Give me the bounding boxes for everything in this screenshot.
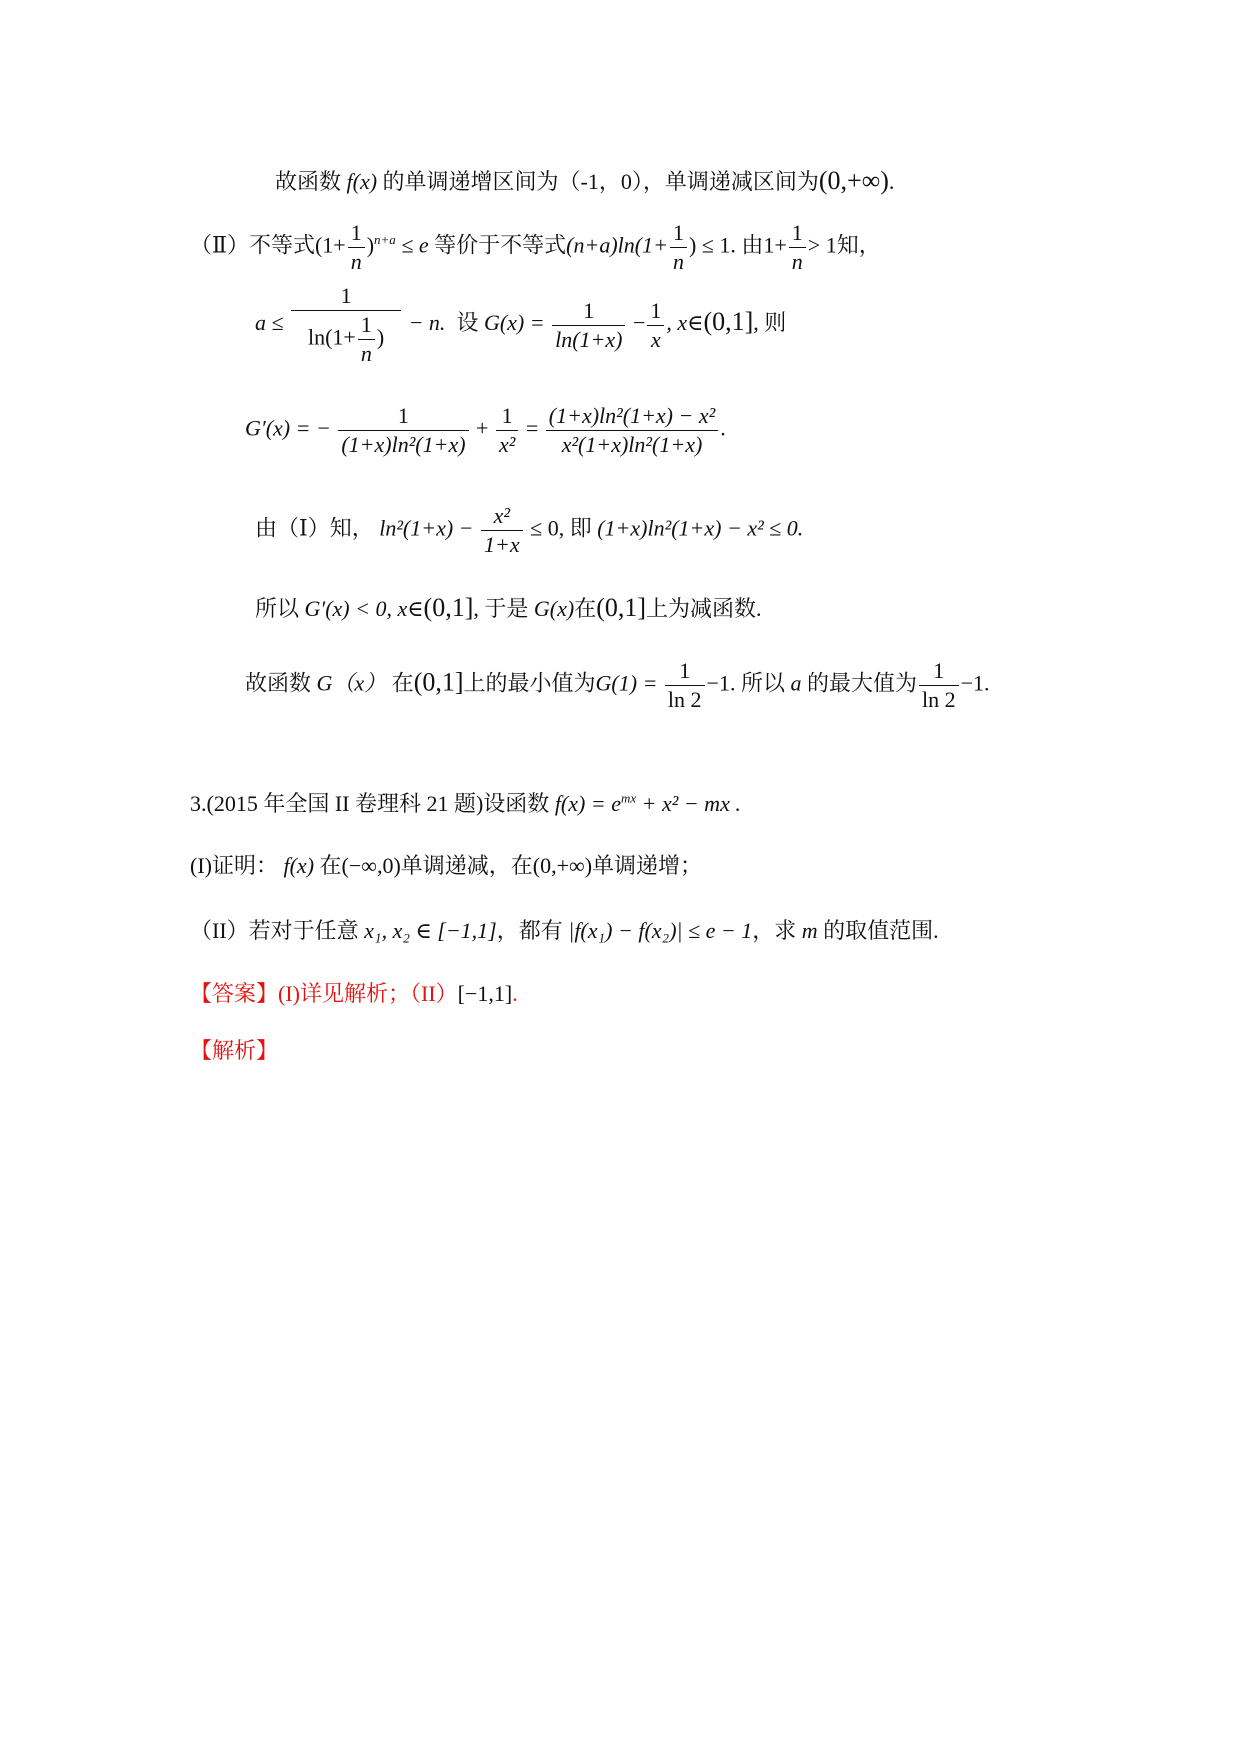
denominator: n: [791, 249, 803, 274]
numerator: 1: [348, 222, 365, 248]
fraction: [348, 222, 365, 273]
text: 知，: [836, 232, 881, 258]
text: , 则: [753, 310, 787, 336]
solution-line-5: [255, 505, 803, 556]
formula: −1. 所以: [706, 670, 785, 696]
formula: −1.: [960, 670, 990, 696]
fraction: [552, 297, 625, 352]
text: 等价于不等式: [434, 232, 567, 258]
formula: ≤ 0, 即: [530, 515, 592, 541]
formula: f(x) = e: [554, 791, 621, 816]
formula: (n+a)ln(1+: [566, 232, 668, 258]
formula: (0,+∞): [818, 166, 889, 195]
denominator: ln 2: [667, 687, 702, 712]
text: 单调递增；: [592, 853, 703, 878]
formula: [−1,1]: [457, 981, 513, 1006]
formula: ): [376, 324, 385, 350]
formula: ): [366, 232, 375, 258]
analysis-label: 【解析】: [190, 1038, 279, 1063]
text: 上为减函数.: [646, 596, 762, 621]
text: 故函数: [245, 670, 312, 696]
formula: m: [801, 918, 818, 943]
solution-line-2: [190, 222, 881, 273]
denominator: n: [360, 341, 372, 366]
fraction: [789, 222, 806, 273]
analysis-line: [190, 1040, 278, 1062]
numerator: 1: [665, 660, 705, 686]
exponent: n+a: [374, 232, 396, 248]
formula: , x∈: [666, 310, 704, 336]
denominator: ln(1+x): [555, 326, 623, 352]
formula: +: [476, 415, 489, 441]
text: 所以: [255, 596, 300, 621]
formula: G′(x) < 0, x∈: [304, 596, 424, 621]
formula: .: [720, 415, 726, 441]
denominator: x: [651, 326, 661, 352]
text: 的最大值为: [806, 670, 917, 696]
formula: a: [790, 670, 802, 696]
answer-line: [190, 983, 518, 1005]
numerator: 1: [338, 405, 468, 431]
text: ，求: [752, 918, 797, 943]
question-3: [190, 790, 741, 816]
numerator: 1: [670, 222, 687, 248]
text: ，都有: [496, 918, 563, 943]
denominator: [291, 311, 401, 365]
text: (I)证明：: [190, 853, 278, 878]
solution-line-7: [245, 660, 990, 711]
denominator: n: [672, 249, 684, 274]
numerator: 1: [919, 660, 959, 686]
numerator: (1+x)ln²(1+x) − x²: [546, 405, 718, 431]
formula: (0,1]: [413, 667, 464, 697]
denominator: n: [350, 249, 362, 274]
text: , 于是: [473, 596, 529, 621]
text: 由（Ⅰ）知，: [255, 515, 374, 541]
answer-label: 【答案】: [190, 981, 279, 1006]
numerator: 1: [552, 300, 625, 326]
formula: + x² − mx .: [641, 791, 741, 816]
fraction: [291, 285, 401, 365]
numerator: 1: [647, 300, 664, 326]
formula: |f(x₁) − f(x₂)| ≤ e − 1: [568, 918, 753, 943]
exponent: mx: [620, 790, 637, 806]
formula: G(1) =: [595, 670, 658, 696]
denominator: 1+x: [484, 532, 520, 557]
formula: x₁, x₂ ∈ [−1,1]: [364, 918, 497, 943]
text: 故函数: [275, 169, 342, 194]
fraction: [338, 405, 468, 456]
formula: G′(x) = −: [245, 415, 331, 441]
formula: G（x）: [316, 670, 387, 696]
formula: −: [632, 310, 646, 336]
formula: (1+x)ln²(1+x) − x² ≤ 0.: [597, 515, 804, 541]
fraction: [481, 505, 523, 556]
formula: (−∞,0): [341, 853, 401, 878]
text: 的单调递增区间为（-1，0），单调递减区间为: [382, 169, 819, 194]
formula: (0,+∞): [532, 853, 593, 878]
text: .: [888, 169, 895, 194]
formula: a ≤: [255, 310, 284, 336]
denominator: ln 2: [921, 687, 956, 712]
formula: f(x): [346, 169, 378, 194]
formula: ln²(1+x) −: [379, 515, 474, 541]
numerator: 1: [358, 314, 375, 340]
fraction: [546, 405, 718, 456]
formula: ln(1+: [307, 324, 356, 350]
fraction: [670, 222, 687, 273]
formula: G(x) =: [483, 310, 545, 336]
fraction: [647, 297, 664, 352]
solution-line-3: [255, 285, 786, 365]
formula: f(x): [283, 853, 315, 878]
numerator: 1: [789, 222, 806, 248]
question-3-part-1: [190, 855, 702, 877]
formula: (0,1]: [703, 307, 754, 337]
formula: (0,1]: [596, 593, 647, 622]
text: 设: [456, 310, 479, 336]
denominator: (1+x)ln²(1+x): [341, 432, 466, 457]
solution-line-1: [275, 168, 894, 194]
solution-line-6: [255, 595, 762, 621]
fraction: [496, 405, 518, 456]
formula: G(x): [533, 596, 575, 621]
formula: ≤ 1. 由1+: [701, 232, 787, 258]
text: (I)详见解析；（II）: [278, 981, 458, 1006]
formula: − n.: [408, 310, 446, 336]
text: （Ⅱ）不等式: [190, 232, 315, 258]
formula: ): [688, 232, 697, 258]
text: 的取值范围.: [823, 918, 939, 943]
text: 在: [319, 853, 342, 878]
fraction: [358, 314, 375, 365]
numerator: 1: [496, 405, 518, 431]
formula: ≤ e: [401, 232, 429, 258]
formula: > 1: [807, 232, 837, 258]
text: 3.(2015 年全国 II 卷理科 21 题)设函数: [190, 791, 550, 816]
denominator: x²: [498, 432, 516, 457]
text: （II）若对于任意: [190, 918, 359, 943]
question-3-part-2: [190, 920, 939, 942]
text: 在: [574, 596, 597, 621]
fraction: [919, 660, 959, 711]
formula: (0,1]: [423, 593, 474, 622]
formula: =: [525, 415, 539, 441]
numerator: x²: [481, 505, 523, 531]
formula: (1+: [314, 232, 346, 258]
denominator: x²(1+x)ln²(1+x): [561, 432, 703, 457]
text: 上的最小值为: [463, 670, 596, 696]
solution-line-4: [245, 405, 726, 456]
text: .: [512, 981, 518, 1006]
fraction: [665, 660, 705, 711]
text: 单调递减，在: [400, 853, 533, 878]
numerator: 1: [291, 285, 401, 311]
text: 在: [391, 670, 414, 696]
